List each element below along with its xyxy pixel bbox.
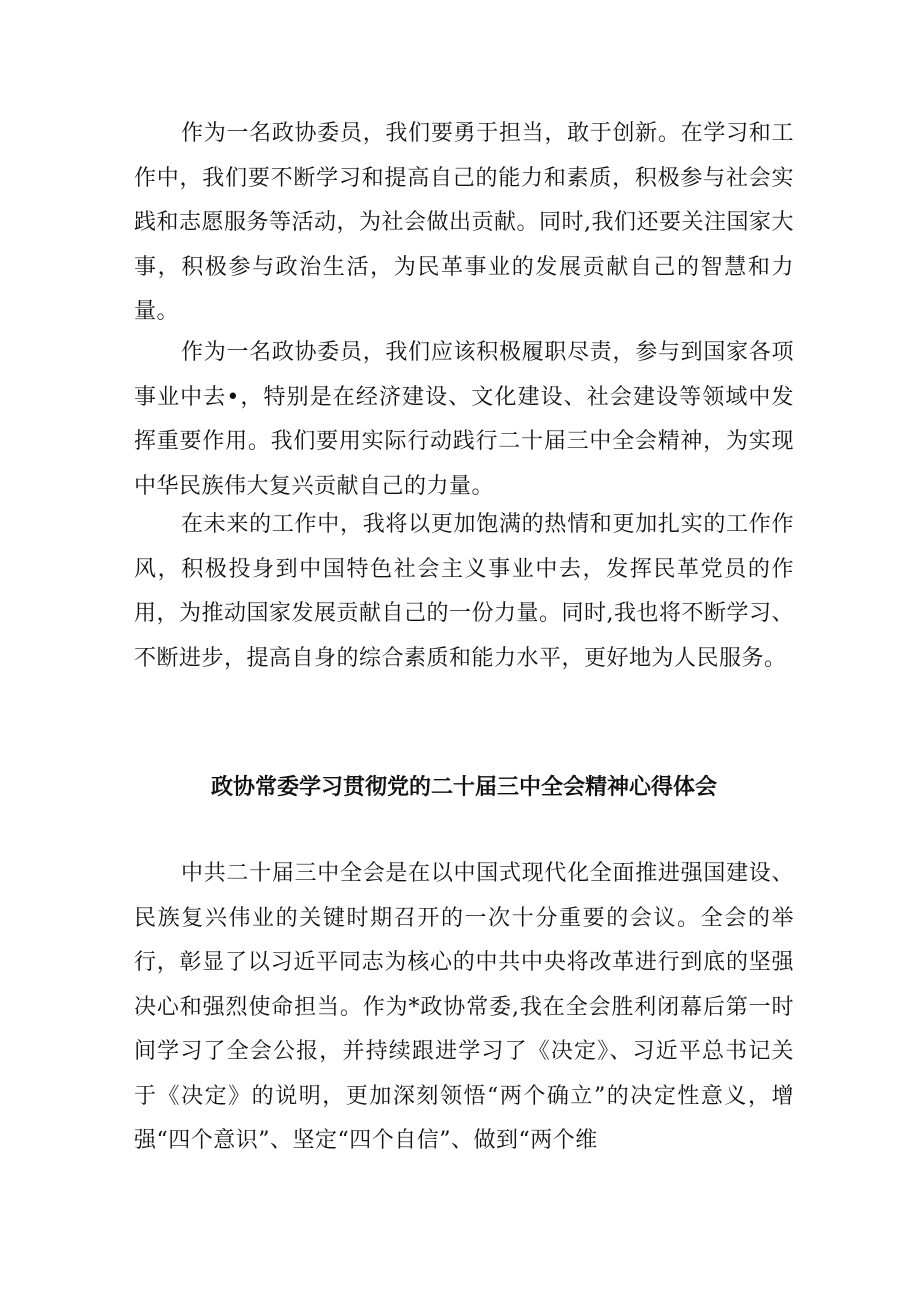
section-paragraph-1: 中共二十届三中全会是在以中国式现代化全面推进强国建设、民族复兴伟业的关键时期召开的一次十分重要的会议。全会的举行，彰显了以习近平同志为核心的中共中央将改革进行到底的坚强决心和强烈使命担当。作为*政协常委,我在全会胜利闭幕后第一时间学习了全会公报，并持续跟进学习了《决定》、习近平总书记关于《决定》的说明，更加深刻领悟“两个确立”的决定性意义，增强“四个意识”、坚定“四个自信”、做到“两个维 bbox=[134, 861, 794, 1153]
paragraph-2: 作为一名政协委员，我们应该积极履职尽责，参与到国家各项事业中去•，特别是在经济建设、文化建设、社会建设等领域中发挥重要作用。我们要用实际行动践行二十届三中全会精神，为实现中华民族伟大复兴贡献自己的力量。 bbox=[134, 340, 794, 499]
section-title: 政协常委学习贯彻党的二十届三中全会精神心得体会 bbox=[210, 775, 717, 800]
paragraph-1: 作为一名政协委员，我们要勇于担当，敢于创新。在学习和工作中，我们要不断学习和提高自己的能力和素质，积极参与社会实践和志愿服务等活动，为社会做出贡献。同时,我们还要关注国家大事，积极参与政治生活，为民革事业的发展贡献自己的智慧和力量。 bbox=[134, 121, 794, 324]
paragraph-3: 在未来的工作中，我将以更加饱满的热情和更加扎实的工作作风，积极投身到中国特色社会主义事业中去，发挥民革党员的作用，为推动国家发展贡献自己的一份力量。同时,我也将不断学习、不断进步，提高自身的综合素质和能力水平，更好地为人民服务。 bbox=[134, 512, 794, 671]
